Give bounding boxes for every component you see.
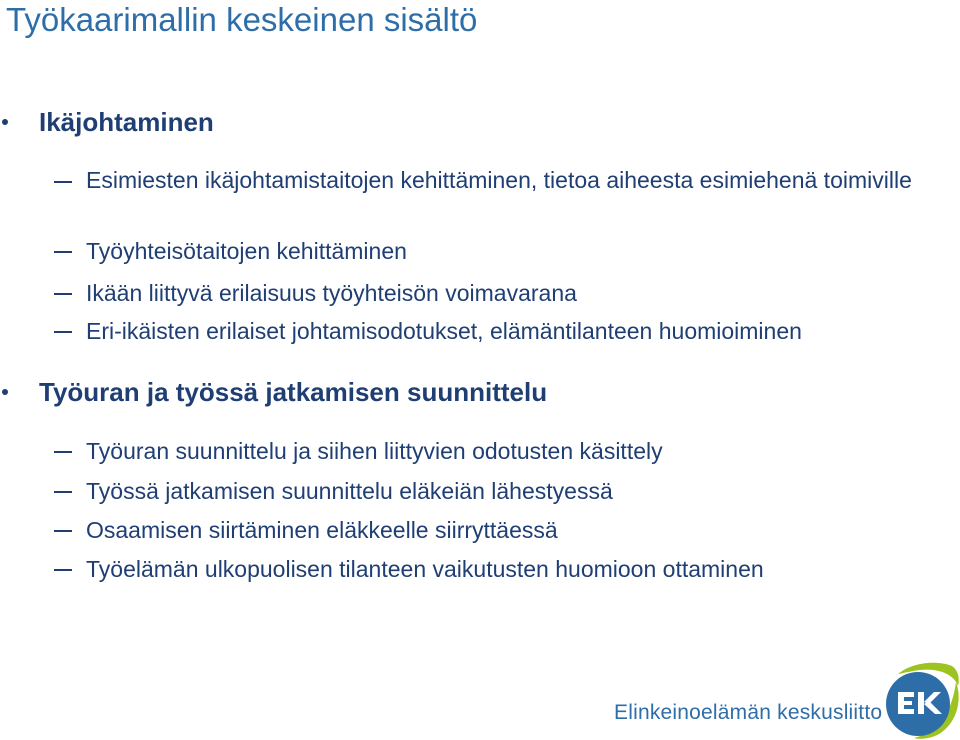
list-item-text: Työelämän ulkopuolisen tilanteen vaikutusten huomioon ottaminen (86, 556, 764, 582)
dash-marker (54, 451, 72, 453)
section-heading: Ikäjohtaminen (39, 107, 214, 137)
list-item-text: Esimiesten ikäjohtamistaitojen kehittäminen, tietoa aiheesta esimiehenä toimiville (86, 167, 912, 193)
dash-marker (54, 569, 72, 571)
list-item-text: Ikään liittyvä erilaisuus työyhteisön voimavarana (86, 280, 577, 306)
list-item-text: Työyhteisötaitojen kehittäminen (86, 238, 407, 264)
bullet-dot (2, 389, 8, 395)
dash-marker (54, 293, 72, 295)
list-item-text: Eri-ikäisten erilaiset johtamisodotukset, elämäntilanteen huomioiminen (86, 318, 802, 344)
dash-marker (54, 181, 72, 183)
list-item-text: Työssä jatkamisen suunnittelu eläkeiän lähestyessä (86, 478, 613, 504)
dash-marker (54, 491, 72, 493)
list-item-text: Osaamisen siirtäminen eläkkeelle siirryttäessä (86, 517, 558, 543)
bullet-dot (2, 119, 8, 125)
dash-marker (54, 530, 72, 532)
dash-marker (54, 331, 72, 333)
slide-title: Työkaarimallin keskeinen sisältö (6, 1, 478, 38)
section-heading: Työuran ja työssä jatkamisen suunnittelu (39, 377, 548, 407)
dash-marker (54, 251, 72, 253)
list-item-text: Työuran suunnittelu ja siihen liittyvien odotusten käsittely (86, 438, 663, 464)
ek-logo (612, 656, 960, 740)
ek-logo-icon (878, 656, 960, 740)
logo-wordmark: Elinkeinoelämän keskusliitto (614, 701, 883, 724)
